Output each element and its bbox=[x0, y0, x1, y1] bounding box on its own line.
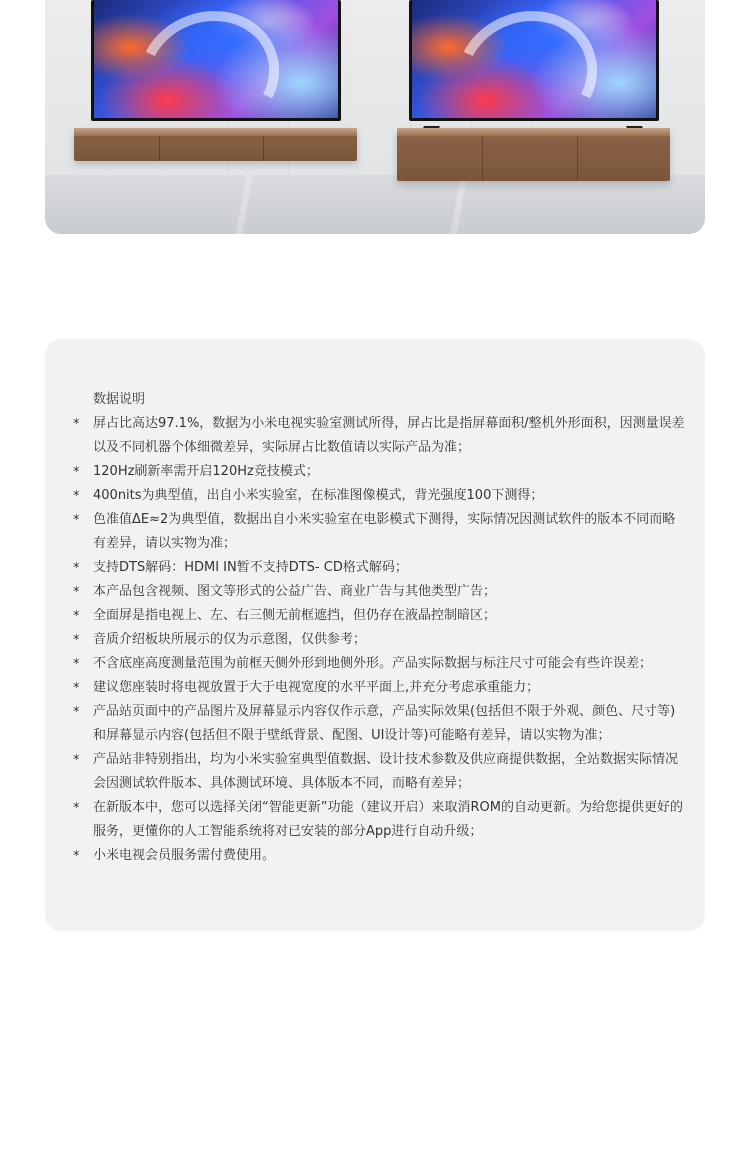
bullet-star: * bbox=[73, 705, 80, 720]
note-item bbox=[71, 652, 685, 676]
hero-image bbox=[45, 0, 705, 234]
note-text: 小米电视会员服务需付费使用。 bbox=[93, 848, 276, 863]
bullet-star: * bbox=[73, 681, 80, 696]
note-text: 建议您座装时将电视放置于大于电视宽度的水平平面上,并充分考虑承重能力； bbox=[93, 680, 540, 695]
tv-right-screen bbox=[412, 0, 656, 118]
note-text: 120Hz刷新率需开启120Hz竞技模式； bbox=[93, 464, 319, 479]
bullet-star: * bbox=[73, 657, 80, 672]
bullet-star: * bbox=[73, 849, 80, 864]
note-text: 产品站页面中的产品图片及屏幕显示内容仅作示意，产品实际效果(包括但不限于外观、颜色、尺寸等)和屏幕显示内容(包括但不限于壁纸背景、配图、UI设计等)可能略有差异，请以实物为准； bbox=[93, 704, 676, 743]
note-text: 全面屏是指电视上、左、右三侧无前框遮挡，但仍存在液晶控制暗区； bbox=[93, 608, 497, 623]
data-notes-card bbox=[45, 339, 705, 931]
note-text: 不含底座高度测量范围为前框天侧外形到地侧外形。产品实际数据与标注尺寸可能会有些许误差； bbox=[93, 656, 653, 671]
note-item bbox=[71, 628, 685, 652]
note-item bbox=[71, 748, 685, 796]
tv-left bbox=[91, 0, 341, 121]
floor bbox=[45, 175, 705, 234]
tv-left-screen bbox=[94, 0, 338, 118]
note-item bbox=[71, 484, 685, 508]
note-text: 在新版本中，您可以选择关闭“智能更新”功能（建议开启）来取消ROM的自动更新。为给您提供更好的服务，更懂你的人工智能系统将对已安装的部分App进行自动升级； bbox=[93, 800, 683, 839]
bullet-star: * bbox=[73, 585, 80, 600]
note-text: 色准值ΔE≈2为典型值，数据出自小米实验室在电影模式下测得，实际情况因测试软件的版本不同而略有差异，请以实物为准； bbox=[93, 512, 676, 551]
note-item bbox=[71, 796, 685, 844]
note-item bbox=[71, 412, 685, 460]
bullet-star: * bbox=[73, 513, 80, 528]
bullet-star: * bbox=[73, 633, 80, 648]
note-text: 本产品包含视频、图文等形式的公益广告、商业广告与其他类型广告； bbox=[93, 584, 497, 599]
tv-cabinet-right bbox=[397, 128, 670, 181]
bullet-star: * bbox=[73, 561, 80, 576]
note-item bbox=[71, 604, 685, 628]
bullet-star: * bbox=[73, 753, 80, 768]
note-text: 400nits为典型值，出自小米实验室，在标准图像模式，背光强度100下测得； bbox=[93, 488, 544, 503]
bullet-star: * bbox=[73, 465, 80, 480]
note-text: 支持DTS解码：HDMI IN暂不支持DTS- CD格式解码； bbox=[93, 560, 408, 575]
bullet-star: * bbox=[73, 489, 80, 504]
note-item bbox=[71, 556, 685, 580]
bullet-star: * bbox=[73, 417, 80, 432]
bullet-star: * bbox=[73, 609, 80, 624]
tv-cabinet-left bbox=[74, 128, 357, 161]
note-item bbox=[71, 508, 685, 556]
tv-right bbox=[409, 0, 659, 121]
note-text: 产品站非特别指出，均为小米实验室典型值数据、设计技术参数及供应商提供数据，全站数据实际情况会因测试软件版本、具体测试环境、具体版本不同，而略有差异； bbox=[93, 752, 679, 791]
note-item bbox=[71, 700, 685, 748]
note-text: 屏占比高达97.1%，数据为小米电视实验室测试所得，屏占比是指屏幕面积/整机外形面积，因测量误差以及不同机器个体细微差异，实际屏占比数值请以实际产品为准； bbox=[93, 416, 685, 455]
notes-title: 数据说明 bbox=[93, 392, 146, 407]
note-text: 音质介绍板块所展示的仅为示意图，仅供参考； bbox=[93, 632, 367, 647]
note-item bbox=[71, 676, 685, 700]
note-item bbox=[71, 460, 685, 484]
bullet-star: * bbox=[73, 801, 80, 816]
note-item bbox=[71, 580, 685, 604]
notes-list bbox=[71, 412, 685, 868]
note-item bbox=[71, 844, 685, 868]
